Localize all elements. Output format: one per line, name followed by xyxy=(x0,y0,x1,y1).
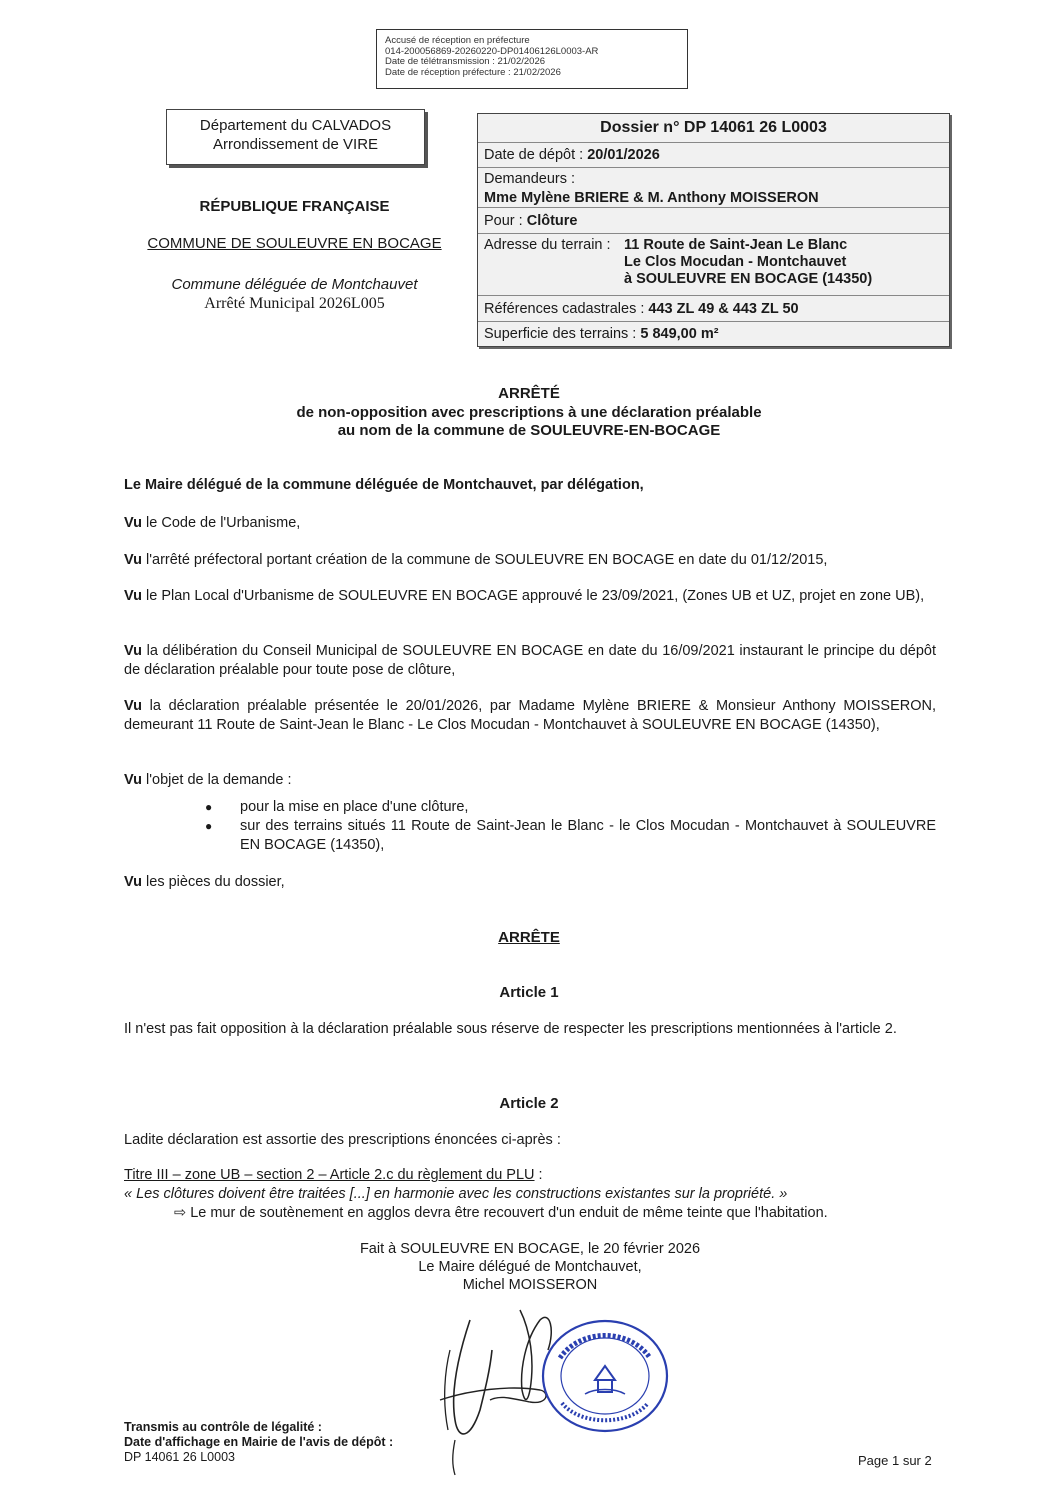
whereas-text: les pièces du dossier, xyxy=(142,874,285,890)
address-line: à SOULEUVRE EN BOCAGE (14350) xyxy=(624,271,873,287)
delegated-commune-block xyxy=(136,275,453,313)
purpose-row xyxy=(478,209,949,234)
whereas-text: l'arrêté préfectoral portant création de la commune de SOULEUVRE EN BOCAGE en date du 01/12/2015, xyxy=(142,552,828,568)
receipt-line: Date de télétransmission : 21/02/2026 xyxy=(385,56,546,67)
whereas-6 xyxy=(124,771,936,790)
article-1-text: Il n'est pas fait opposition à la déclaration préalable sous réserve de respecter les prescriptions mentionnées à l'article 2. xyxy=(124,1021,897,1037)
whereas-keyword: Vu xyxy=(124,552,142,568)
footer-legality: Transmis au contrôle de légalité : xyxy=(124,1420,322,1434)
deposit-date-label: Date de dépôt : xyxy=(484,147,588,163)
whereas-4 xyxy=(124,642,936,680)
list-item xyxy=(205,817,936,855)
arrete-title: ARRÊTÉ xyxy=(498,385,560,402)
article-2-reference xyxy=(124,1166,936,1185)
decision-heading: ARRÊTE xyxy=(498,929,560,946)
area-label: Superficie des terrains : xyxy=(484,326,641,342)
purpose-value: Clôture xyxy=(526,213,578,229)
area-value: 5 849,00 m² xyxy=(640,326,719,342)
whereas-text: la déclaration préalable présentée le 20/01/2026, par Madame Mylène BRIERE & Monsieur Anthony MOISSERON, demeurant 11 Route de Saint-Jean le Blanc - Le Clos Mocudan - Montchauvet à SOULEUVRE EN BOCAGE (14350), xyxy=(124,698,936,733)
article-2-prescription xyxy=(174,1204,828,1223)
applicants-value: Mme Mylène BRIERE & M. Anthony MOISSERON xyxy=(484,190,819,206)
whereas-7 xyxy=(124,873,936,892)
article-1-title: Article 1 xyxy=(499,984,559,1001)
address-line: 11 Route de Saint-Jean Le Blanc xyxy=(624,237,848,253)
whereas-keyword: Vu xyxy=(124,515,142,531)
whereas-keyword: Vu xyxy=(124,772,142,788)
applicants-label: Demandeurs : xyxy=(484,171,576,187)
arrete-subtitle: de non-opposition avec prescriptions à une déclaration préalable xyxy=(296,404,762,421)
signature-block xyxy=(330,1240,730,1294)
whereas-text: le Code de l'Urbanisme, xyxy=(142,515,301,531)
address-row xyxy=(478,234,949,296)
applicants-row xyxy=(478,168,949,208)
address-value xyxy=(624,237,872,288)
whereas-keyword: Vu xyxy=(124,643,142,659)
address-label: Adresse du terrain : xyxy=(484,237,611,253)
arrow-right-icon: ⇨ xyxy=(174,1205,187,1221)
arrete-subtitle-2: au nom de la commune de SOULEUVRE-EN-BOCAGE xyxy=(337,422,721,439)
whereas-5 xyxy=(124,697,936,735)
page-number: Page 1 sur 2 xyxy=(858,1453,932,1468)
article-2-quote: « Les clôtures doivent être traitées [...] en harmonie avec les constructions existantes sur la propriété. » xyxy=(124,1186,788,1202)
article-2-title: Article 2 xyxy=(499,1095,559,1112)
prefecture-receipt-box xyxy=(376,29,688,89)
whereas-text: l'objet de la demande : xyxy=(142,772,292,788)
purpose-label: Pour : xyxy=(484,213,527,229)
mayor-statement: Le Maire délégué de la commune déléguée de Montchauvet, par délégation, xyxy=(124,477,644,493)
list-item xyxy=(205,798,936,817)
arrete-number: Arrêté Municipal 2026L005 xyxy=(204,295,385,312)
article-2-text: Ladite déclaration est assortie des prescriptions énoncées ci-après : xyxy=(124,1132,561,1148)
department-box xyxy=(166,109,425,165)
deposit-date-value: 20/01/2026 xyxy=(587,147,660,163)
plu-reference: Titre III – zone UB – section 2 – Article 2.c du règlement du PLU xyxy=(124,1167,535,1183)
receipt-line: Accusé de réception en préfecture xyxy=(385,35,530,46)
whereas-text: la délibération du Conseil Municipal de SOULEUVRE EN BOCAGE en date du 16/09/2021 instaurant le principe du dépôt de déclaration préalable pour toute pose de clôture, xyxy=(124,643,936,678)
whereas-keyword: Vu xyxy=(124,874,142,890)
department-line: Département du CALVADOS xyxy=(199,117,392,134)
whereas-text: le Plan Local d'Urbanisme de SOULEUVRE EN BOCAGE approuvé le 23/09/2021, (Zones UB et UZ, projet en zone UB), xyxy=(142,588,925,604)
bullet-icon: ● xyxy=(205,800,213,814)
republic-heading: RÉPUBLIQUE FRANÇAISE xyxy=(199,198,390,215)
cadastral-value: 443 ZL 49 & 443 ZL 50 xyxy=(648,301,799,317)
signature-name: Michel MOISSERON xyxy=(462,1277,598,1293)
whereas-keyword: Vu xyxy=(124,698,142,714)
bullet-icon: ● xyxy=(205,819,213,833)
signature-place-date: Fait à SOULEUVRE EN BOCAGE, le 20 février 2026 xyxy=(359,1241,701,1257)
whereas-1 xyxy=(124,514,936,533)
whereas-3 xyxy=(124,587,936,606)
footer-block xyxy=(124,1420,393,1465)
commune-heading: COMMUNE DE SOULEUVRE EN BOCAGE xyxy=(147,235,442,252)
list-item-text: sur des terrains situés 11 Route de Saint-Jean le Blanc - le Clos Mocudan - Montchauvet à SOULEUVRE EN BOCAGE (14350), xyxy=(240,818,936,853)
cadastral-row xyxy=(478,297,949,322)
list-item-text: pour la mise en place d'une clôture, xyxy=(240,799,469,815)
receipt-line: 014-200056869-20260220-DP01406126L0003-AR xyxy=(385,45,599,57)
footer-dossier-ref: DP 14061 26 L0003 xyxy=(124,1450,235,1464)
signature-role: Le Maire délégué de Montchauvet, xyxy=(418,1259,642,1275)
whereas-keyword: Vu xyxy=(124,588,142,604)
receipt-line: Date de réception préfecture : 21/02/2026 xyxy=(385,66,561,78)
dossier-box xyxy=(477,113,950,347)
arrondissement-line: Arrondissement de VIRE xyxy=(212,136,379,153)
area-row xyxy=(478,322,949,346)
official-stamp xyxy=(540,1318,670,1434)
whereas-2 xyxy=(124,551,936,570)
deposit-date-row xyxy=(478,143,949,168)
cadastral-label: Références cadastrales : xyxy=(484,301,649,317)
delegated-commune: Commune déléguée de Montchauvet xyxy=(171,276,418,293)
prescription-text: Le mur de soutènement en agglos devra être recouvert d'un enduit de même teinte que l'habitation. xyxy=(190,1205,828,1221)
footer-display-date: Date d'affichage en Mairie de l'avis de dépôt : xyxy=(124,1435,394,1449)
dossier-title: Dossier n° DP 14061 26 L0003 xyxy=(478,114,949,143)
address-line: Le Clos Mocudan - Montchauvet xyxy=(624,254,847,270)
plu-reference-suffix: : xyxy=(534,1167,543,1183)
